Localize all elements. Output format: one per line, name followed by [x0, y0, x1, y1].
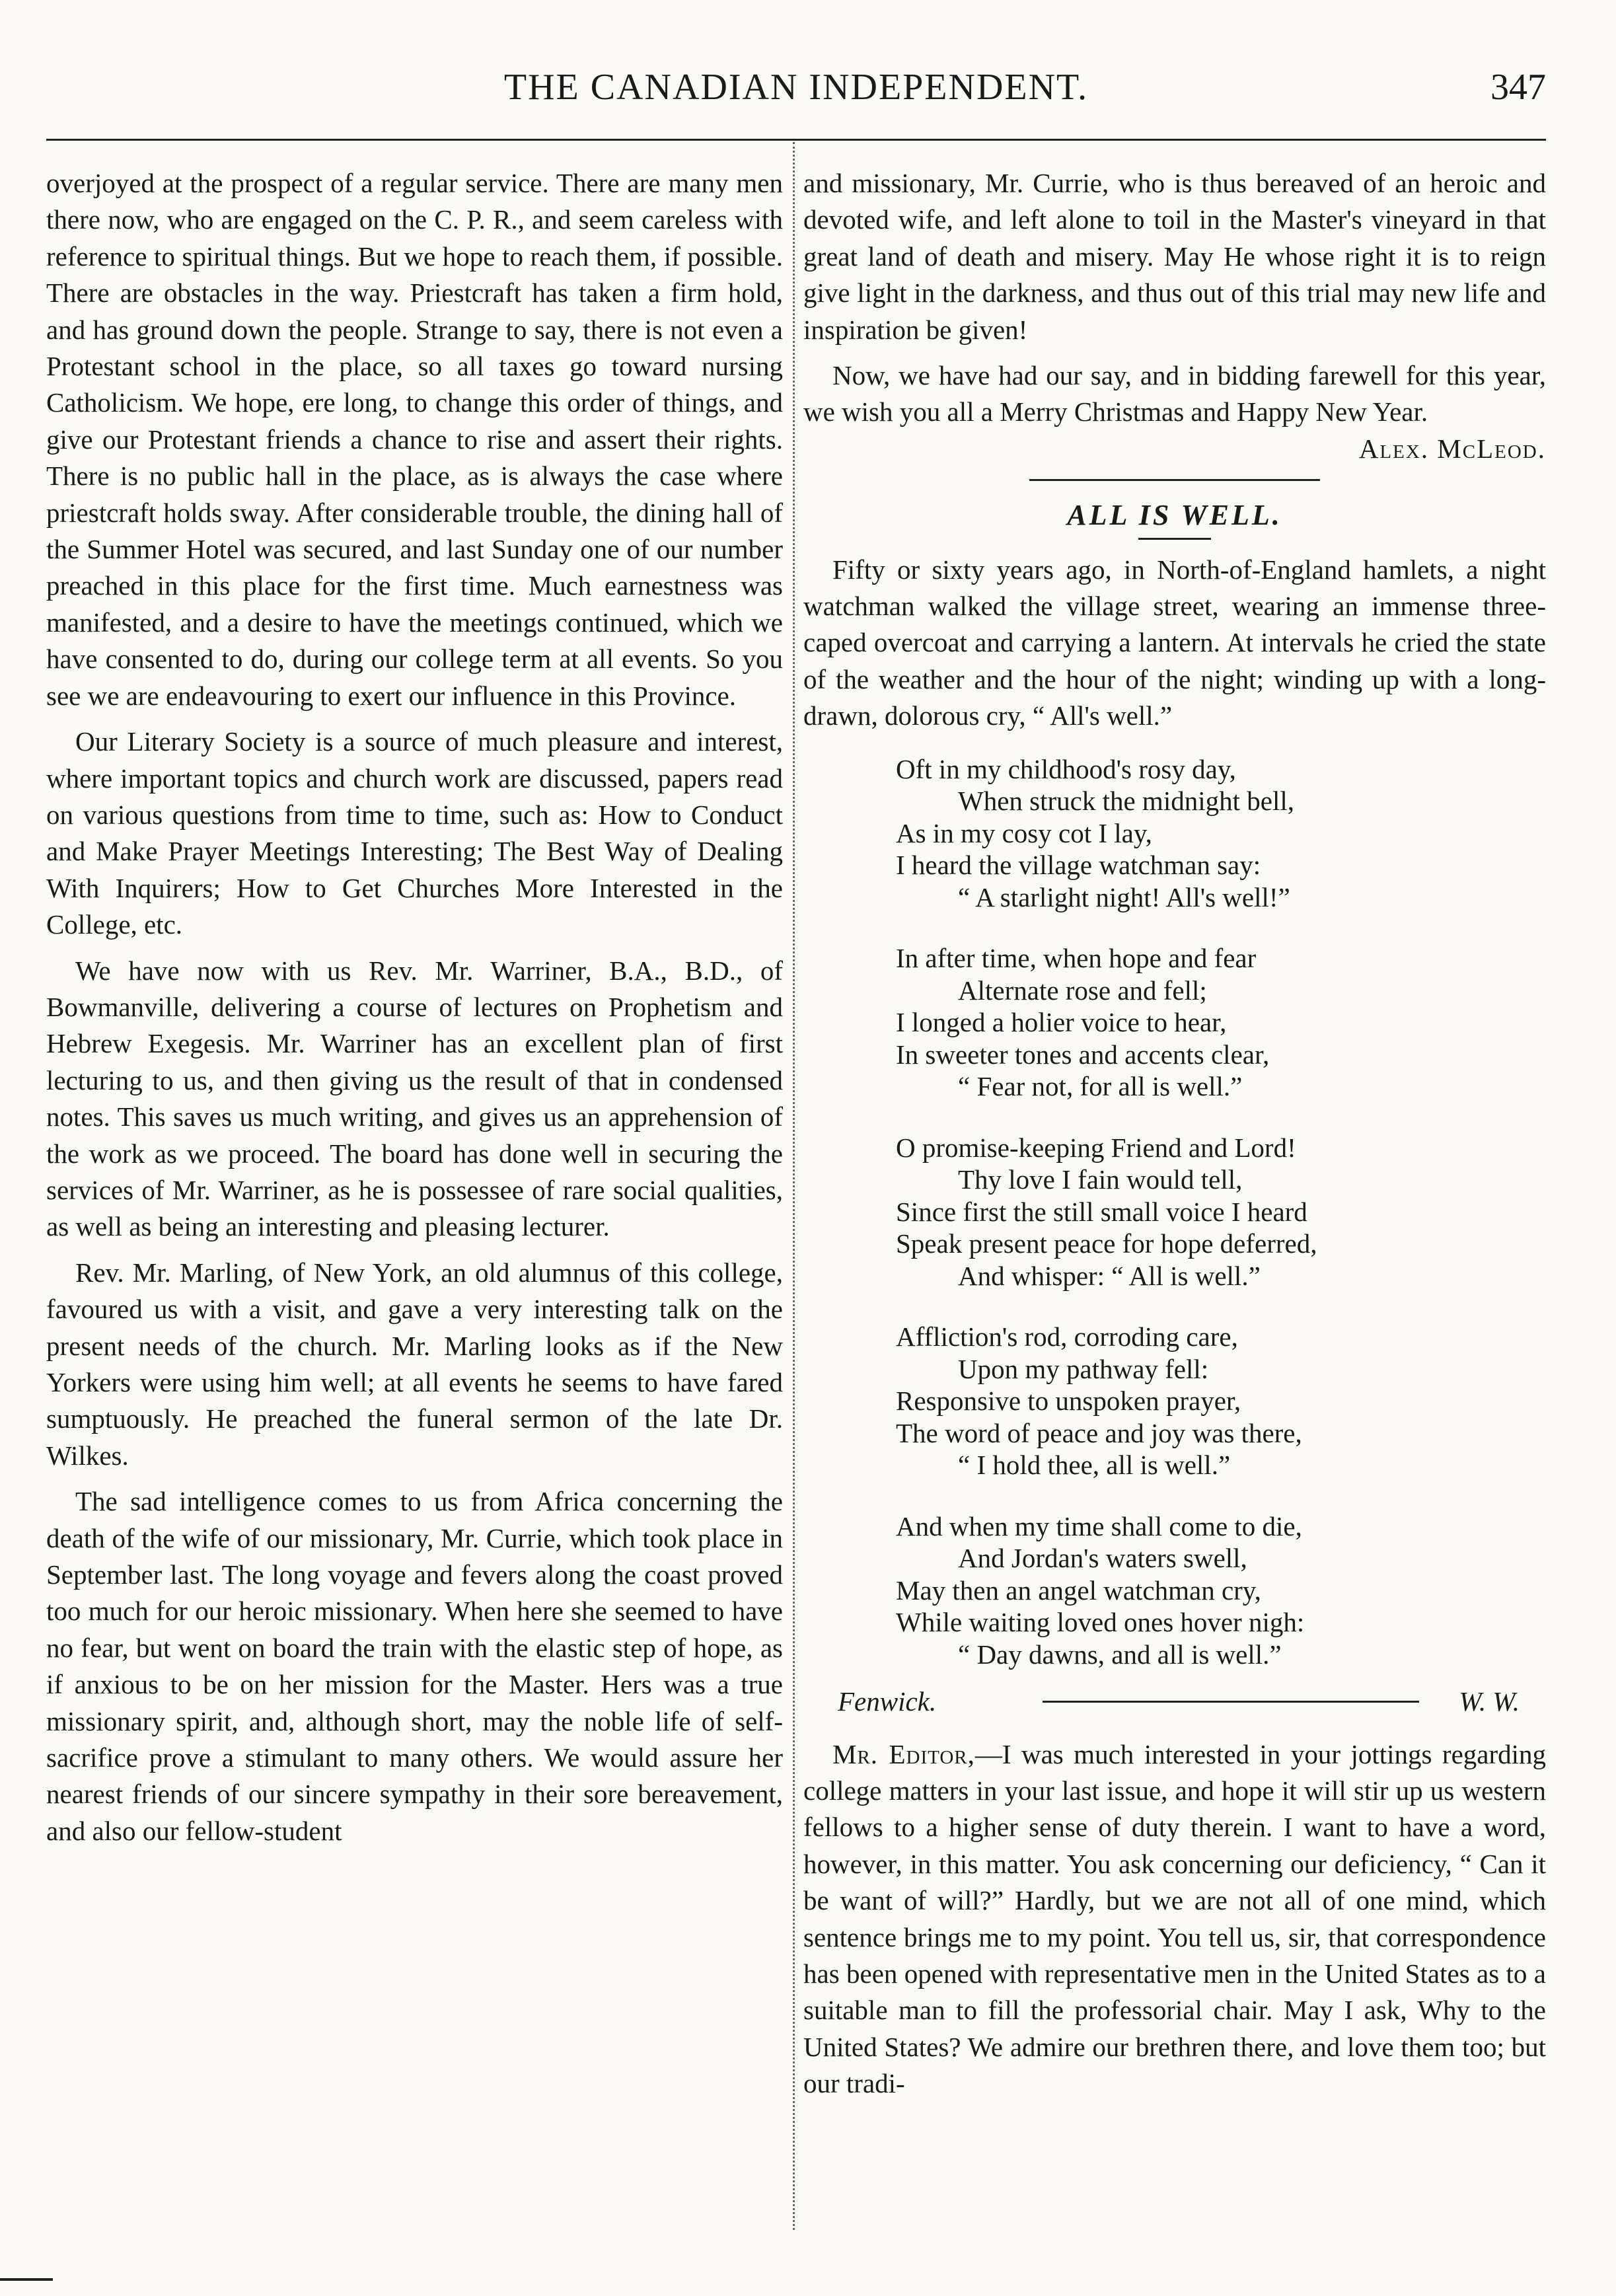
signature-name: Alex. McLeod.: [1358, 433, 1546, 464]
paragraph: The sad intelligence comes to us from Africa concerning the death of the wife of our missionary, Mr. Currie, which took place in September last. The long voyage and fevers along the coast proved too much for our heroic missionary. When here she seemed to have no fear, but went on board the train with the elastic step of hope, as if anxious to be on her mission for the Master. Hers was a true missionary spirit, and, although short, may the noble life of self-sacrifice prove a stimulant to many others. We would assure her nearest friends of our sincere sympathy in their sore bereavement, and also our fellow-student: [46, 1486, 783, 1846]
poem-line: Oft in my childhood's rosy day,: [896, 753, 1236, 784]
poem-line: Thy love I fain would tell,: [958, 1164, 1243, 1195]
article-title: ALL IS WELL.: [1067, 499, 1282, 532]
poem-stanza: [896, 753, 1546, 914]
poem-line: I heard the village watchman say:: [896, 850, 1261, 881]
poem-initials: W. W.: [1459, 1686, 1520, 1717]
paragraph: overjoyed at the prospect of a regular service. There are many men there now, who are engaged on the C. P. R., and seem careless with reference to spiritual things. But we hope to reach them, if possible. There are obstacles in the way. Priestcraft has taken a firm hold, and has ground down the people. Strange to say, there is not even a Protestant school in the place, so all taxes go toward nursing Catholicism. We hope, ere long, to change this order of things, and give our Protestant friends a chance to rise and assert their rights. There is no public hall in the place, as is always the case where priestcraft holds sway. After considerable trouble, the dining hall of the Summer Hotel was secured, and last Sunday one of our number preached in this place for the first time. Much earnestness was manifested, and a desire to have the meetings continued, which we have consented to do, during our college term at all events. So you see we are endeavouring to exert our influence in this Province.: [46, 168, 783, 711]
poem-line: As in my cosy cot I lay,: [896, 817, 1152, 848]
poem-line: In after time, when hope and fear: [896, 943, 1257, 974]
poem-line: “ Day dawns, and all is well.”: [958, 1639, 1282, 1670]
letter-signature: [803, 431, 1546, 467]
journal-title: THE CANADIAN INDEPENDENT.: [503, 67, 1089, 108]
poem-line: When struck the midnight bell,: [958, 786, 1294, 817]
poem-line: Responsive to unspoken prayer,: [896, 1386, 1241, 1417]
poem-line: Affliction's rod, corroding care,: [896, 1321, 1238, 1352]
paragraph: We have now with us Rev. Mr. Warriner, B.A., B.D., of Bowmanville, delivering a course of lectures on Prophetism and Hebrew Exegesis. Mr. Warriner has an excellent plan of first lecturing to us, and then giving us the result of that in condensed notes. This saves us much writing, and gives us an apprehension of the work as we proceed. The board has done well in securing the services of Mr. Warriner, as he is possessee of rare social qualities, as well as being an interesting and pleasing lecturer.: [46, 955, 783, 1242]
poem-line: Speak present peace for hope deferred,: [896, 1228, 1317, 1259]
title-rule: [1138, 538, 1211, 540]
page-number: 347: [1490, 67, 1546, 108]
poem-line: Alternate rose and fell;: [958, 975, 1207, 1006]
poem-signature: [803, 1684, 1546, 1720]
article-intro: Fifty or sixty years ago, in North-of-England hamlets, a night watchman walked the village street, wearing an immense three-caped overcoat and carrying a lantern. At intervals he cried the state of the weather and the hour of the night; winding up with a long-drawn, dolorous cry, “ All's well.”: [803, 554, 1546, 731]
section-rule: [1029, 479, 1320, 481]
poem-line: In sweeter tones and accents clear,: [896, 1039, 1270, 1070]
paragraph: and missionary, Mr. Currie, who is thus bereaved of an heroic and devoted wife, and left alone to toil in the Master's vineyard in that great land of death and misery. May He whose right it is to reign give light in the darkness, and thus out of this trial may new life and inspiration be given!: [803, 168, 1546, 345]
poem-stanza: [896, 1321, 1546, 1481]
paragraph: Rev. Mr. Marling, of New York, an old alumnus of this college, favoured us with a visit, and gave a very interesting talk on the present needs of the church. Mr. Marling looks as if the New Yorkers were using him well; at all events he seems to have fared sumptuously. He preached the funeral sermon of the late Dr. Wilkes.: [46, 1257, 783, 1471]
paragraph: Now, we have had our say, and in bidding farewell for this year, we wish you all a Merry Christmas and Happy New Year.: [803, 360, 1546, 427]
poem-stanza: [896, 942, 1546, 1103]
paragraph: Our Literary Society is a source of much pleasure and interest, where important topics and church work are discussed, papers read on various questions from time to time, such as: How to Conduct and Make Prayer Meetings Interesting; The Best Way of Dealing With Inquirers; How to Get Churches More Interested in the College, etc.: [46, 726, 783, 940]
column-divider: [793, 142, 795, 2230]
poem-line: Since first the still small voice I heard: [896, 1196, 1307, 1227]
letter-paragraph: [803, 1736, 1546, 2102]
poem-place: Fenwick.: [838, 1686, 937, 1717]
poem-line: And whisper: “ All is well.”: [958, 1260, 1261, 1291]
poem-line: Upon my pathway fell:: [958, 1353, 1209, 1384]
poem-line: May then an angel watchman cry,: [896, 1574, 1261, 1606]
poem-stanza: [896, 1510, 1546, 1671]
header-rule: [46, 139, 1546, 141]
poem-line: “ Fear not, for all is well.”: [958, 1071, 1243, 1102]
poem: [896, 753, 1546, 1671]
letter-salutation: Mr. Editor,: [832, 1738, 975, 1769]
section-rule: [1043, 1701, 1419, 1703]
poem-line: While waiting loved ones hover nigh:: [896, 1607, 1305, 1638]
poem-line: O promise-keeping Friend and Lord!: [896, 1132, 1296, 1163]
poem-line: And when my time shall come to die,: [896, 1510, 1302, 1541]
right-column: [803, 165, 1546, 2102]
poem-line: And Jordan's waters swell,: [958, 1543, 1247, 1574]
poem-line: The word of peace and joy was there,: [896, 1417, 1302, 1448]
poem-stanza: [896, 1132, 1546, 1292]
poem-line: I longed a holier voice to hear,: [896, 1007, 1227, 1038]
letter-text: —I was much interested in your jottings regarding college matters in your last issue, and hope it will stir up us western fellows to a higher sense of duty therein. I want to have a word, however, in this matter. You ask concerning our deficiency, “ Can it be want of will?” Hardly, but we are not all of one mind, which sentence brings me to my point. You tell us, sir, that correspondence has been opened with representative men in the United States as to a suitable man to fill the professorial chair. May I ask, Why to the United States? We admire our brethren there, and love them too; but our tradi-: [803, 1738, 1547, 2099]
page-header: [46, 66, 1546, 119]
poem-line: “ I hold thee, all is well.”: [958, 1450, 1231, 1481]
left-column: [46, 165, 783, 1849]
poem-line: “ A starlight night! All's well!”: [958, 881, 1290, 912]
page-edge-mark: [0, 2278, 53, 2281]
